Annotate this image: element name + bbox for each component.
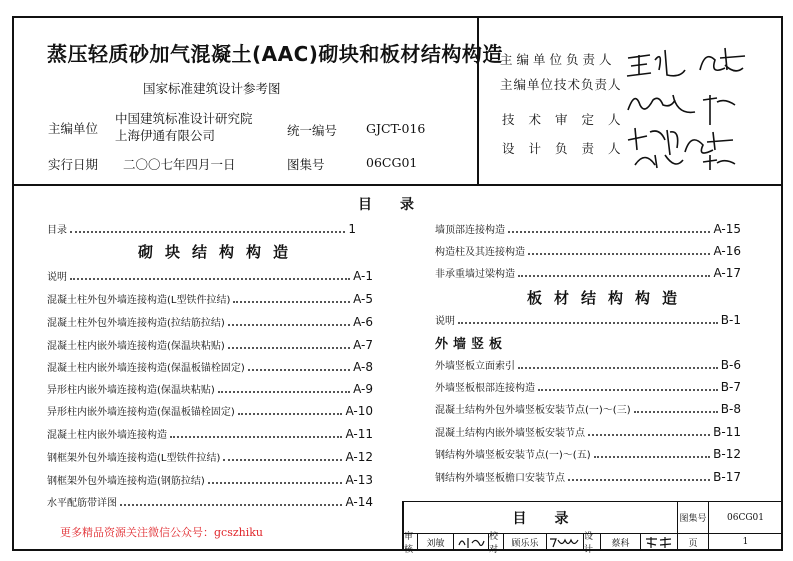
toc-entry-panel-intro[interactable] — [435, 313, 741, 327]
toc-entry-label: 钢结构外墙竖板安装节点(一)～(五) — [435, 450, 591, 461]
title-block-atlas-no: 06CG01 — [708, 501, 783, 534]
toc-entry-page: A-14 — [345, 495, 373, 509]
toc-entry-contents[interactable] — [47, 222, 356, 236]
toc-entry[interactable] — [435, 470, 741, 484]
document-title: 蒸压轻质砂加气混凝土(AAC)砌块和板材结构构造 — [47, 42, 503, 66]
document-subtitle: 国家标准建筑设计参考图 — [143, 81, 281, 96]
toc-entry-label: 说明 — [47, 272, 67, 283]
page-number: 1 — [708, 533, 783, 551]
toc-entry-label: 非承重墙过梁构造 — [435, 269, 515, 280]
toc-entry-label: 异形柱内嵌外墙连接构造(保温块粘贴) — [47, 385, 215, 396]
toc-entry-page: A-1 — [353, 269, 373, 283]
toc-entry[interactable] — [435, 358, 741, 372]
dot-leader — [238, 413, 343, 415]
design-label: 设计 — [583, 533, 601, 551]
toc-entry[interactable] — [47, 427, 373, 441]
atlas-no-label: 图集号 — [287, 157, 325, 172]
toc-entry-label: 混凝土结构外包外墙竖板安装节点(一)～(三) — [435, 405, 631, 416]
responsible-role-2: 主编单位技术负责人 — [500, 77, 622, 92]
toc-entry-page: B-1 — [720, 313, 741, 327]
toc-entry-label: 钢框架外包外墙连接构造(钢筋拉结) — [47, 476, 205, 487]
unified-no: GJCT-016 — [366, 121, 426, 136]
toc-entry-page: B-12 — [713, 447, 741, 461]
dot-leader — [248, 369, 350, 371]
toc-entry[interactable] — [47, 382, 373, 396]
toc-entry-label: 说明 — [435, 316, 455, 327]
responsible-role-4: 设计负责人 — [502, 141, 635, 156]
dot-leader — [594, 456, 711, 458]
toc-entry[interactable] — [47, 404, 373, 418]
dot-leader — [458, 322, 718, 324]
toc-entry[interactable] — [435, 266, 741, 280]
dot-leader — [508, 231, 710, 233]
title-block-atlas-label: 图集号 — [677, 501, 709, 534]
dot-leader — [538, 389, 718, 391]
title-block-title: 目 录 — [402, 501, 678, 534]
toc-entry-page: B-17 — [713, 470, 741, 484]
editor-org-2: 上海伊通有限公司 — [115, 128, 216, 143]
toc-entry[interactable] — [435, 222, 741, 236]
toc-entry-label: 外墙竖板立面索引 — [435, 361, 515, 372]
toc-entry[interactable] — [47, 269, 373, 283]
toc-entry[interactable] — [435, 244, 741, 258]
toc-entry-label: 钢结构外墙竖板檐口安装节点 — [435, 473, 565, 484]
reviewer-name: 刘敏 — [417, 533, 454, 551]
toc-entry-label: 混凝土柱内嵌外墙连接构造(保温块粘贴) — [47, 341, 225, 352]
toc-entry[interactable] — [47, 338, 373, 352]
toc-entry-page: A-13 — [345, 473, 373, 487]
dot-leader — [568, 479, 710, 481]
toc-entry[interactable] — [47, 450, 373, 464]
toc-entry-page: A-8 — [353, 360, 373, 374]
toc-entry-label: 构造柱及其连接构造 — [435, 247, 525, 258]
check-label: 校对 — [488, 533, 504, 551]
toc-entry-page: A-10 — [345, 404, 373, 418]
dot-leader — [518, 275, 710, 277]
toc-entry-page: A-15 — [713, 222, 741, 236]
subsection-title-exterior-vertical-panel: 外墙竖板 — [435, 337, 508, 352]
toc-heading: 目 录 — [358, 197, 414, 213]
toc-entry-page: B-6 — [720, 358, 741, 372]
toc-entry-page: B-11 — [713, 425, 741, 439]
effective-date: 二〇〇七年四月一日 — [123, 157, 236, 172]
toc-entry[interactable] — [435, 402, 741, 416]
toc-entry[interactable] — [47, 495, 373, 509]
toc-entry[interactable] — [47, 360, 373, 374]
watermark-text: 更多精品资源关注微信公众号：gcszhiku — [60, 526, 263, 539]
editor-label: 主编单位 — [48, 121, 99, 136]
toc-entry-label: 目录 — [47, 225, 67, 236]
dot-leader — [208, 482, 343, 484]
toc-entry[interactable] — [47, 292, 373, 306]
date-label: 实行日期 — [48, 157, 99, 172]
page-label: 页 — [677, 533, 709, 551]
dot-leader — [634, 411, 718, 413]
dot-leader — [218, 391, 350, 393]
toc-entry[interactable] — [435, 425, 741, 439]
toc-entry-label: 混凝土柱外包外墙连接构造(拉结筋拉结) — [47, 318, 225, 329]
toc-entry[interactable] — [435, 447, 741, 461]
dot-leader — [518, 367, 718, 369]
toc-entry-page: A-12 — [345, 450, 373, 464]
section-title-panel-structure: 板材结构构造 — [527, 289, 690, 307]
toc-entry-label: 混凝土结构内嵌外墙竖板安装节点 — [435, 428, 585, 439]
dot-leader — [528, 253, 710, 255]
dot-leader — [120, 504, 342, 506]
toc-entry-page: 1 — [348, 222, 356, 236]
toc-entry-label: 混凝土柱内嵌外墙连接构造(保温板锚栓固定) — [47, 363, 245, 374]
section-title-block-structure: 砌块结构构造 — [138, 243, 301, 261]
dot-leader — [170, 436, 342, 438]
toc-entry-page: A-11 — [345, 427, 373, 441]
toc-entry-label: 混凝土柱内嵌外墙连接构造 — [47, 430, 167, 441]
toc-entry-label: 外墙竖板根部连接构造 — [435, 383, 535, 394]
review-label: 审核 — [402, 533, 418, 551]
toc-entry-page: A-17 — [713, 266, 741, 280]
checker-name: 顾乐乐 — [503, 533, 547, 551]
reviewer-signature — [453, 533, 489, 551]
toc-entry-page: B-8 — [720, 402, 741, 416]
designer-signature — [640, 533, 678, 551]
responsible-role-1: 主编单位负责人 — [500, 52, 616, 67]
dot-leader — [588, 434, 710, 436]
atlas-no: 06CG01 — [366, 155, 418, 170]
dot-leader — [233, 301, 350, 303]
toc-entry-page: A-9 — [353, 382, 373, 396]
unified-no-label: 统一编号 — [287, 123, 338, 138]
designer-name: 蔡科 — [600, 533, 641, 551]
dot-leader — [70, 231, 345, 233]
toc-entry-page: A-7 — [353, 338, 373, 352]
toc-entry-page: A-16 — [713, 244, 741, 258]
dot-leader — [228, 347, 350, 349]
signatures-image — [625, 40, 775, 170]
toc-entry-label: 钢框架外包外墙连接构造(L型铁件拉结) — [47, 453, 221, 464]
responsible-role-3: 技术审定人 — [502, 112, 635, 127]
toc-entry-page: B-7 — [720, 380, 741, 394]
toc-entry[interactable] — [47, 315, 373, 329]
toc-entry-label: 混凝土柱外包外墙连接构造(L型铁件拉结) — [47, 295, 231, 306]
toc-entry-label: 墙顶部连接构造 — [435, 225, 505, 236]
checker-signature — [546, 533, 584, 551]
toc-entry-page: A-6 — [353, 315, 373, 329]
dot-leader — [70, 278, 350, 280]
toc-entry-label: 水平配筋带详图 — [47, 498, 117, 509]
dot-leader — [228, 324, 350, 326]
dot-leader — [223, 459, 342, 461]
toc-entry[interactable] — [47, 473, 373, 487]
toc-entry[interactable] — [435, 380, 741, 394]
toc-entry-label: 异形柱内嵌外墙连接构造(保温板锚栓固定) — [47, 407, 235, 418]
editor-org-1: 中国建筑标准设计研究院 — [115, 111, 253, 126]
toc-entry-page: A-5 — [353, 292, 373, 306]
